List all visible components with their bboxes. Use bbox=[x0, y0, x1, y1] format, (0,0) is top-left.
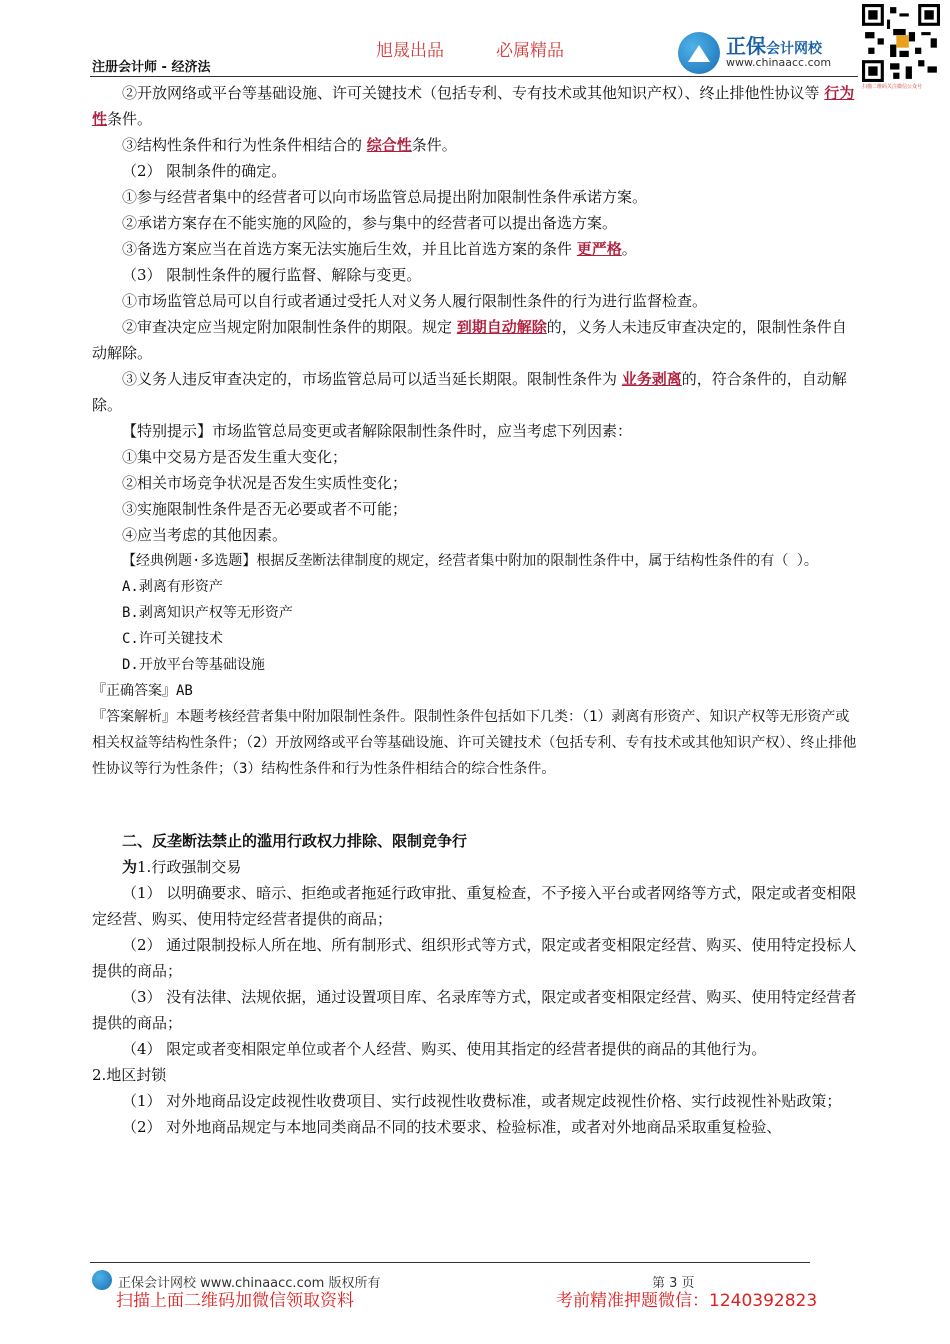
list-item: （4） 限定或者变相限定单位或者个人经营、购买、使用其指定的经营者提供的商品的其他行为。 bbox=[122, 1040, 767, 1058]
highlight-term: 行为性 bbox=[92, 84, 855, 128]
option-c: C.许可关键技术 bbox=[122, 631, 223, 647]
paragraph: ②承诺方案存在不能实施的风险的，参与集中的经营者可以提出备选方案。 bbox=[122, 214, 618, 232]
list-item: （2） 通过限制投标人所在地、所有制形式、组织形式等方式，限定或者变相限定经营、购买、使用特定投标人提供的商品； bbox=[92, 936, 857, 980]
list-item: ②相关市场竞争状况是否发生实质性变化； bbox=[122, 474, 408, 492]
promo-right: 考前精准押题微信：1240392823 bbox=[556, 1291, 818, 1311]
paragraph: ③备选方案应当在首选方案无法实施后生效，并且比首选方案的条件 更严格。 bbox=[122, 240, 637, 258]
header-slogan-left: 旭晟出品 bbox=[376, 41, 444, 61]
highlight-term: 到期自动解除 bbox=[456, 318, 547, 336]
paragraph: （3） 限制性条件的履行监督、解除与变更。 bbox=[122, 266, 422, 284]
qr-code[interactable] bbox=[862, 4, 940, 104]
highlight-term: 业务剥离 bbox=[621, 370, 682, 388]
subheading: 2.地区封锁 bbox=[92, 1066, 167, 1084]
correct-answer: 『正确答案』AB bbox=[92, 683, 193, 699]
logo-emblem-icon bbox=[678, 32, 720, 74]
option-a: A.剥离有形资产 bbox=[122, 579, 223, 595]
question-stem: 【经典例题·多选题】根据反垄断法律制度的规定，经营者集中附加的限制性条件中，属于结构性条件的有（ ）。 bbox=[122, 553, 818, 569]
subheading: 为1.行政强制交易 bbox=[122, 858, 242, 876]
section-heading: 二、反垄断法禁止的滥用行政权力排除、限制竞争行 bbox=[122, 832, 468, 850]
highlight-term: 综合性 bbox=[366, 136, 412, 154]
paragraph: ②开放网络或平台等基础设施、许可关键技术（包括专利、专有技术或其他知识产权）、终止排他性协议等 行为性条件。 bbox=[92, 84, 855, 128]
list-item: （2） 对外地商品规定与本地同类商品不同的技术要求、检验标准，或者对外地商品采取重复检验、 bbox=[122, 1118, 782, 1136]
footer-copyright: 正保会计网校 www.chinaacc.com 版权所有 bbox=[118, 1276, 381, 1291]
special-tip: 【特别提示】市场监管总局变更或者解除限制性条件时，应当考虑下列因素： bbox=[122, 422, 633, 440]
paragraph: ③结构性条件和行为性条件相结合的 综合性条件。 bbox=[122, 136, 457, 154]
list-item: （1） 以明确要求、暗示、拒绝或者拖延行政审批、重复检查，不予接入平台或者网络等方式，限定或者变相限定经营、购买、使用特定经营者提供的商品； bbox=[92, 884, 857, 928]
header-slogan-right: 必属精品 bbox=[496, 41, 564, 61]
paragraph: ①市场监管总局可以自行或者通过受托人对义务人履行限制性条件的行为进行监督检查。 bbox=[122, 292, 708, 310]
logo-url: www.chinaacc.com bbox=[726, 56, 832, 69]
header-divider bbox=[90, 76, 858, 77]
brand-logo[interactable] bbox=[678, 30, 858, 74]
highlight-term: 更严格 bbox=[576, 240, 622, 258]
promo-left: 扫描上面二维码加微信领取资料 bbox=[116, 1291, 354, 1311]
paragraph: ③义务人违反审查决定的，市场监管总局可以适当延长期限。限制性条件为 业务剥离的，符合条件的，自动解除。 bbox=[92, 370, 847, 414]
list-item: ③实施限制性条件是否无必要或者不可能； bbox=[122, 500, 408, 518]
logo-text: 正保会计网校 bbox=[726, 34, 822, 58]
list-item: （1） 对外地商品设定歧视性收费项目、实行歧视性收费标准，或者规定歧视性价格、实行歧视性补贴政策； bbox=[122, 1092, 842, 1110]
footer-divider bbox=[90, 1262, 810, 1263]
answer-analysis: 『答案解析』本题考核经营者集中附加限制性条件。限制性条件包括如下几类：（1）剥离有形资产、知识产权等无形资产或相关权益等结构性条件；（2）开放网络或平台等基础设施、许可关键技术（包括专利、专有技术或其他知识产权）、终止排他性协议等行为性条件；（3）结构性条件和行为性条件相结合的综合性条件。 bbox=[92, 709, 857, 777]
qr-caption: 扫描二维码关注微信公众号 bbox=[862, 84, 923, 90]
option-b: B.剥离知识产权等无形资产 bbox=[122, 605, 293, 621]
document-body bbox=[92, 80, 858, 1140]
qr-code-icon bbox=[862, 4, 940, 82]
paragraph: ①参与经营者集中的经营者可以向市场监管总局提出附加限制性条件承诺方案。 bbox=[122, 188, 648, 206]
list-item: ①集中交易方是否发生重大变化； bbox=[122, 448, 348, 466]
footer-logo-icon bbox=[92, 1270, 112, 1290]
paragraph: （2） 限制条件的确定。 bbox=[122, 162, 287, 180]
page-number: 第 3 页 bbox=[652, 1276, 695, 1291]
list-item: ④应当考虑的其他因素。 bbox=[122, 526, 288, 544]
paragraph: ②审查决定应当规定附加限制性条件的期限。规定 到期自动解除的，义务人未违反审查决定的，限制性条件自动解除。 bbox=[92, 318, 847, 362]
list-item: （3） 没有法律、法规依据，通过设置项目库、名录库等方式，限定或者变相限定经营、购买、使用特定经营者提供的商品； bbox=[92, 988, 857, 1032]
option-d: D.开放平台等基础设施 bbox=[122, 657, 265, 673]
course-title: 注册会计师 - 经济法 bbox=[92, 60, 211, 75]
